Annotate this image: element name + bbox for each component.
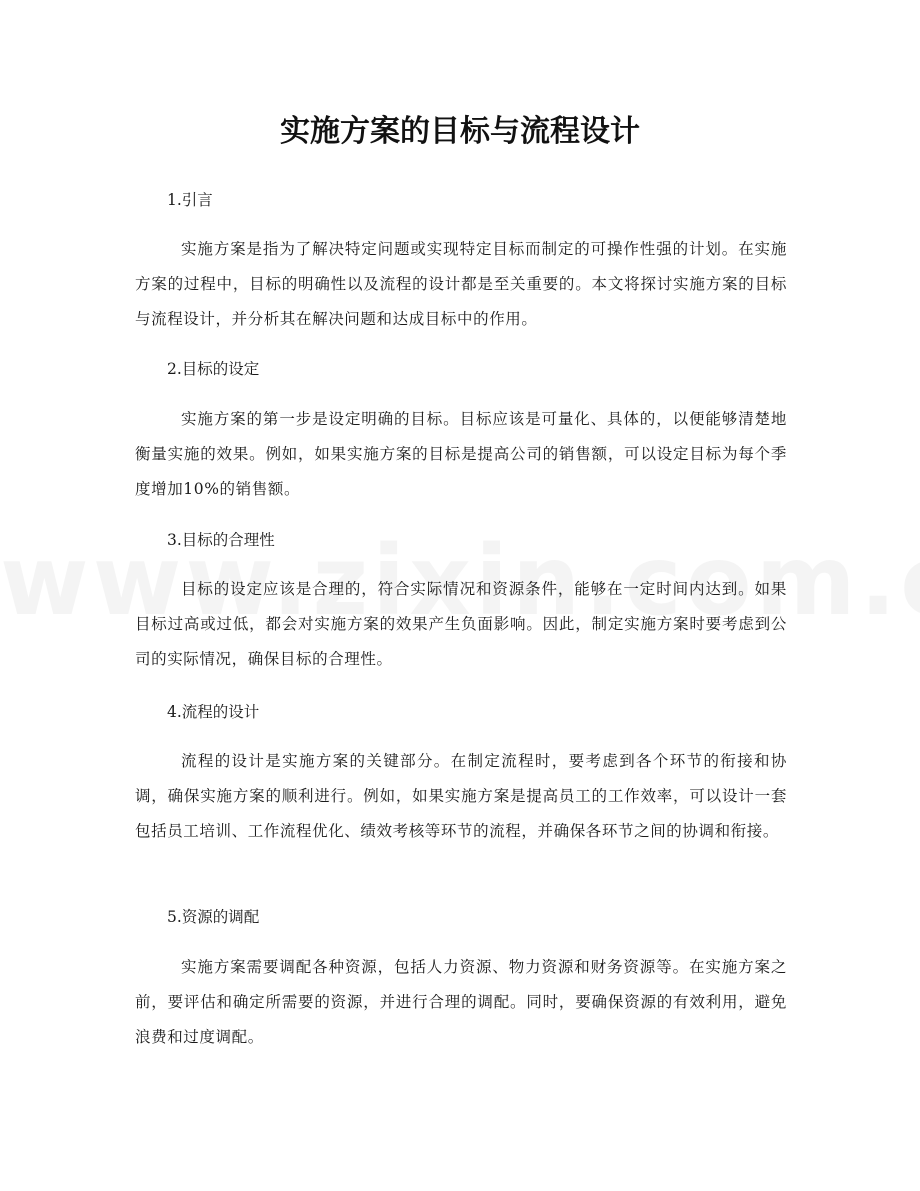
section-heading-process-design: 4.流程的设计: [167, 703, 260, 721]
section-heading-intro: 1.引言: [167, 191, 213, 209]
document-title: 实施方案的目标与流程设计: [280, 114, 640, 149]
section-paragraph-goal-rationality: 目标的设定应该是合理的，符合实际情况和资源条件，能够在一定时间内达到。如果目标过高或过低，都会对实施方案的效果产生负面影响。因此，制定实施方案时要考虑到公司的实际情况，确保目标的合理性。: [135, 580, 787, 668]
section-paragraph-goal-setting: 实施方案的第一步是设定明确的目标。目标应该是可量化、具体的，以便能够清楚地衡量实施的效果。例如，如果实施方案的目标是提高公司的销售额，可以设定目标为每个季度增加10%的销售额。: [135, 410, 787, 498]
section-heading-goal-rationality: 3.目标的合理性: [167, 531, 275, 549]
section-paragraph-process-design: 流程的设计是实施方案的关键部分。在制定流程时，要考虑到各个环节的衔接和协调，确保实施方案的顺利进行。例如，如果实施方案是提高员工的工作效率，可以设计一套包括员工培训、工作流程优化、绩效考核等环节的流程，并确保各环节之间的协调和衔接。: [135, 752, 787, 840]
section-heading-goal-setting: 2.目标的设定: [167, 360, 260, 378]
section-heading-resource-allocation: 5.资源的调配: [167, 908, 260, 926]
section-paragraph-resource-allocation: 实施方案需要调配各种资源，包括人力资源、物力资源和财务资源等。在实施方案之前，要评估和确定所需要的资源，并进行合理的调配。同时，要确保资源的有效利用，避免浪费和过度调配。: [135, 958, 787, 1046]
section-paragraph-intro: 实施方案是指为了解决特定问题或实现特定目标而制定的可操作性强的计划。在实施方案的过程中，目标的明确性以及流程的设计都是至关重要的。本文将探讨实施方案的目标与流程设计，并分析其在解决问题和达成目标中的作用。: [135, 240, 787, 328]
